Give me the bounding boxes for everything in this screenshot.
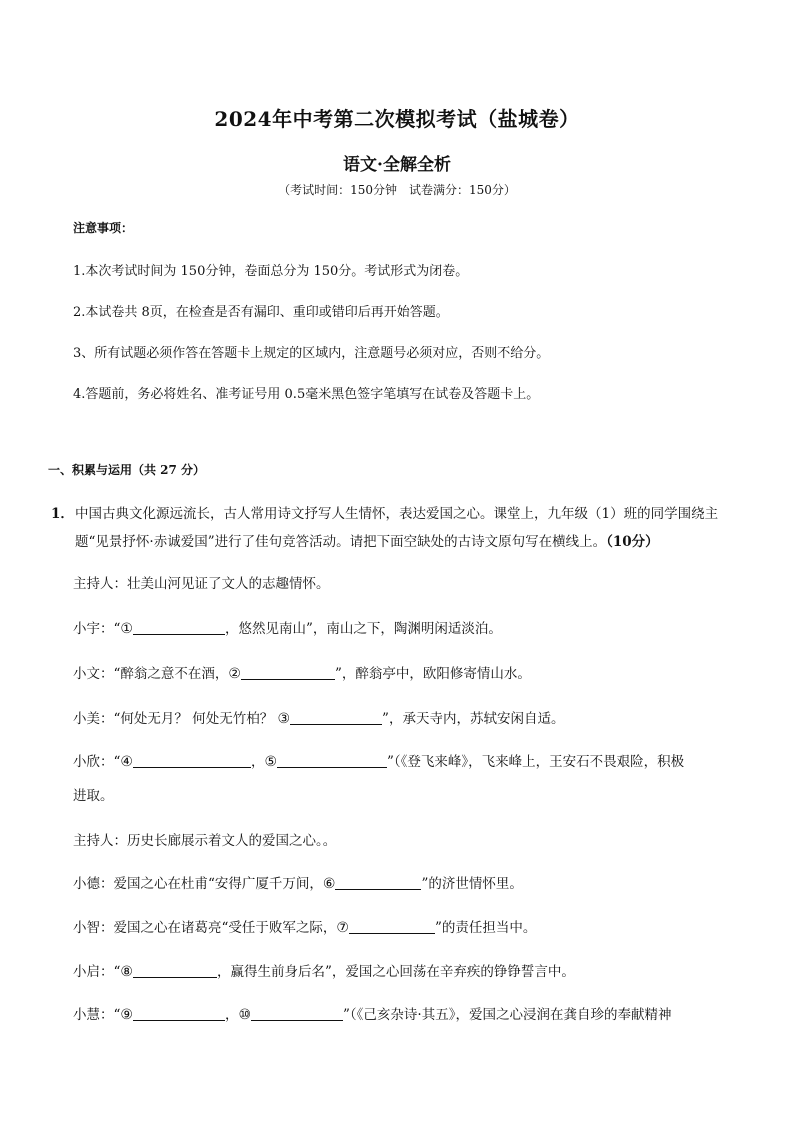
- notice-item: 4.答题前，务必将姓名、准考证号用 0.5毫米黑色签字笔填写在试卷及答题卡上。: [73, 387, 540, 402]
- exam-meta: （考试时间：150分钟 试卷满分：150分）: [278, 183, 516, 197]
- answer-blank-6[interactable]: [335, 874, 421, 890]
- line-xiaozhi: 小智：爱国之心在诸葛亮“受任于败军之际，⑦ ”的责任担当中。: [73, 920, 537, 936]
- line-xiaoxin: 小欣：“④ ，⑤ ”（《登飞来峰》，飞来峰上，王安石不畏艰险，积极: [73, 754, 685, 770]
- line-xiaoqi: 小启：“⑧ ，赢得生前身后名”，爱国之心回荡在辛弃疾的铮铮誓言中。: [73, 964, 575, 980]
- notice-item: 3、所有试题必须作答在答题卡上规定的区域内，注意题号必须对应，否则不给分。: [73, 346, 550, 361]
- line-xiaoyu: 小宇：“① ，悠然见南山”，南山之下，陶渊明闲适淡泊。: [73, 621, 502, 637]
- line-xiaohui: 小慧：“⑨ ，⑩ ”（《己亥杂诗·其五》，爱国之心浸润在龚自珍的奉献精神: [73, 1007, 672, 1023]
- answer-blank-8[interactable]: [133, 962, 217, 978]
- line-xiaowen: 小文：“醉翁之意不在酒，② ”，醉翁亭中，欧阳修寄情山水。: [73, 666, 531, 682]
- page-title: 2024年中考第二次模拟考试（盐城卷）: [214, 107, 580, 131]
- answer-blank-5[interactable]: [277, 752, 387, 768]
- answer-blank-7[interactable]: [349, 918, 435, 934]
- host-line-1: 主持人：壮美山河见证了文人的志趣情怀。: [73, 576, 330, 592]
- answer-blank-1[interactable]: [133, 619, 225, 635]
- notice-item: 1.本次考试时间为 150分钟，卷面总分为 150分。考试形式为闭卷。: [73, 264, 469, 279]
- notice-heading: 注意事项：: [73, 221, 134, 235]
- question-text: 中国古典文化源远流长，古人常用诗文抒写人生情怀，表达爱国之心。课堂上，九年级（1）班的同学围绕主题“见景抒怀·赤诚爱国”进行了佳句竞答活动。请把下面空缺处的古诗文原句写在横线上。（10分）: [75, 506, 719, 550]
- notice-item: 2.本试卷共 8页，在检查是否有漏印、重印或错印后再开始答题。: [73, 305, 449, 320]
- answer-blank-10[interactable]: [251, 1005, 343, 1021]
- answer-blank-3[interactable]: [290, 709, 382, 725]
- line-xiaoxin-cont: 进取。: [73, 788, 114, 804]
- answer-blank-2[interactable]: [241, 664, 335, 680]
- page-subtitle: 语文·全解全析: [343, 155, 451, 175]
- section-heading: 一、积累与运用（共 27 分）: [48, 463, 206, 477]
- host-line-2: 主持人：历史长廊展示着文人的爱国之心。。: [73, 833, 337, 849]
- question-points: （10分）: [606, 534, 659, 550]
- line-xiaode: 小德：爱国之心在杜甫“安得广厦千万间，⑥ ”的济世情怀里。: [73, 876, 523, 892]
- answer-blank-9[interactable]: [133, 1005, 225, 1021]
- question-number: 1．: [51, 506, 74, 522]
- answer-blank-4[interactable]: [133, 752, 251, 768]
- line-xiaomei: 小美：“何处无月？ 何处无竹柏？ ③ ”，承天寺内，苏轼安闲自适。: [73, 711, 565, 727]
